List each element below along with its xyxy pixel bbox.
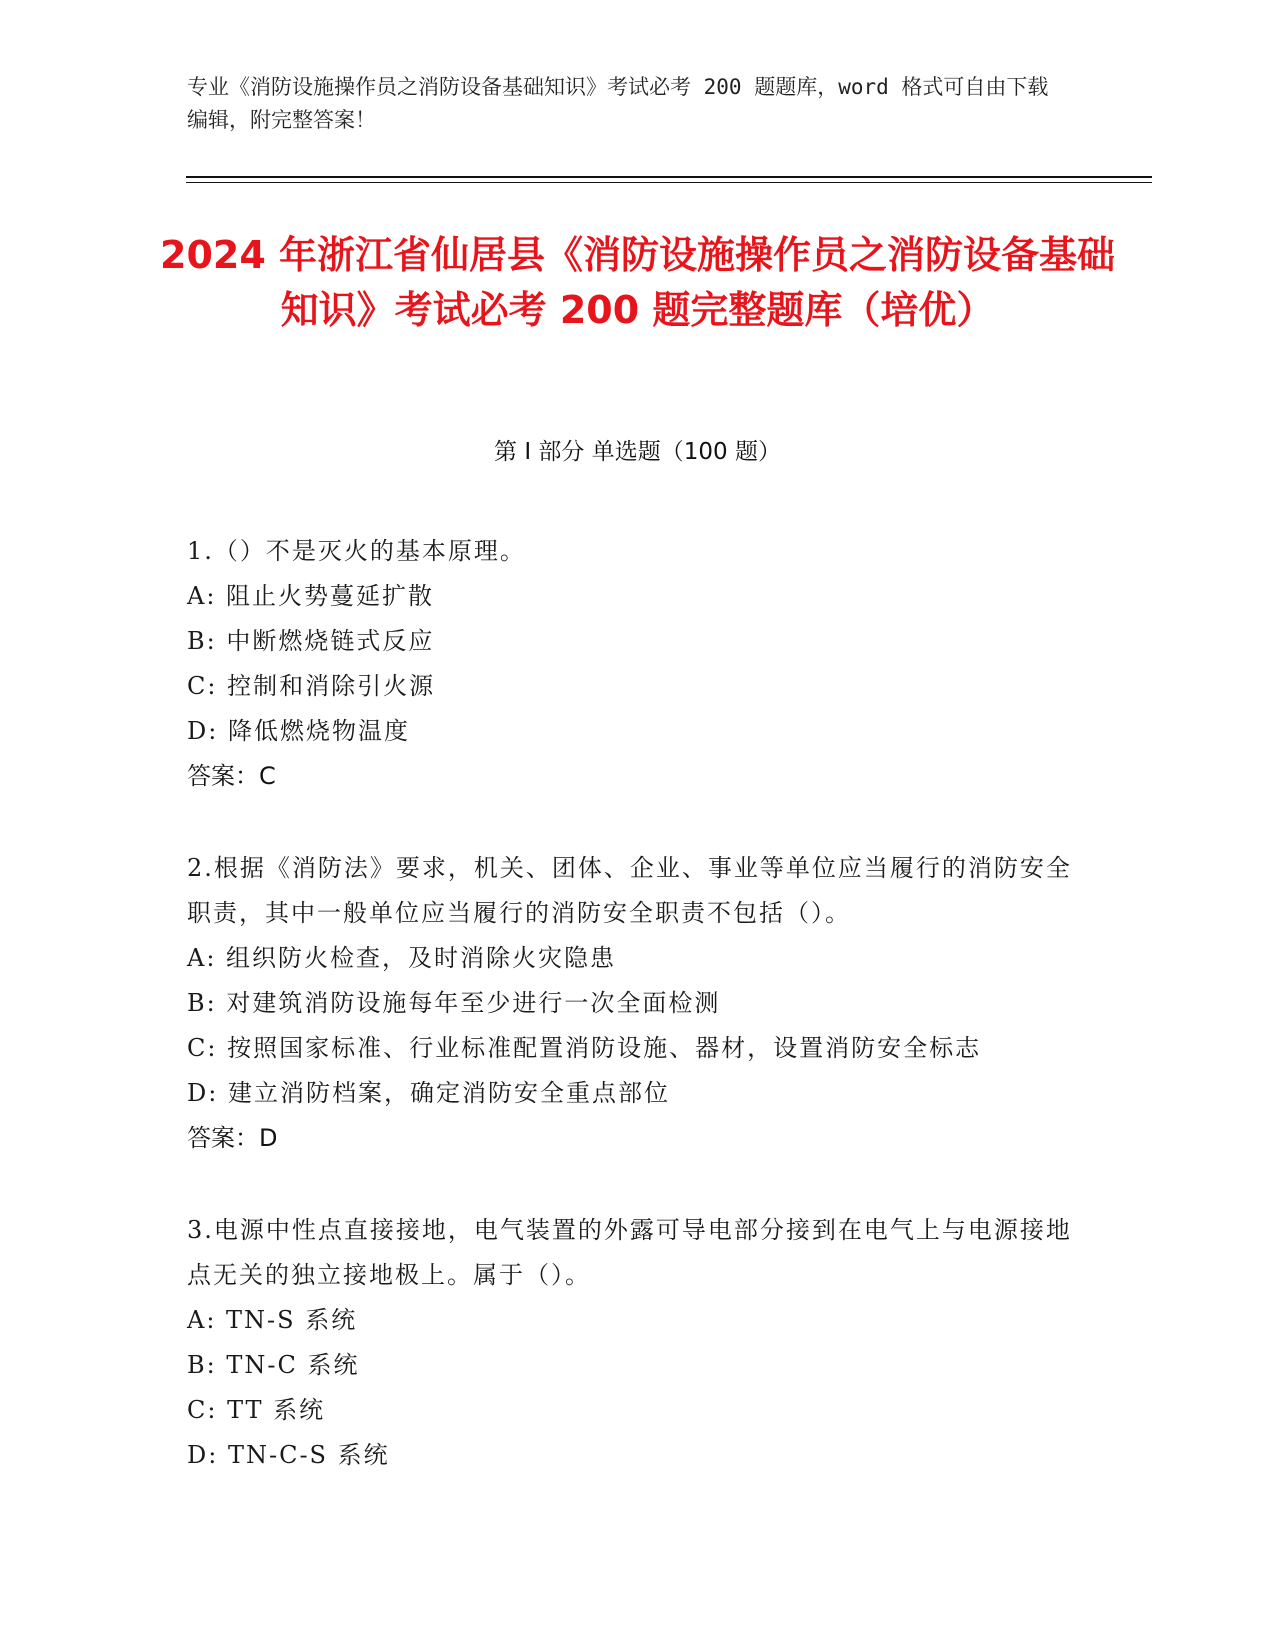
header-note: 专业《消防设施操作员之消防设备基础知识》考试必考 200 题题库，word 格式可自由下载编辑，附完整答案！ [187,75,1049,132]
answer-line: 答案：D [187,1124,278,1152]
option-b: B: 中断燃烧链式反应 [187,627,435,655]
option-b: B: TN-C 系统 [187,1351,360,1379]
option-b: B: 对建筑消防设施每年至少进行一次全面检测 [187,989,721,1017]
option-a: A: 组织防火检查，及时消除火灾隐患 [187,944,617,972]
option-c: C: 控制和消除引火源 [187,672,436,700]
option-d: D: 降低燃烧物温度 [187,717,410,745]
question-list [187,529,1087,1525]
header-divider-thick [186,176,1152,178]
question-2 [187,846,1087,1161]
option-c: C: TT 系统 [187,1396,326,1424]
document-title: 2024 年浙江省仙居县《消防设施操作员之消防设备基础知识》考试必考 200 题完整题库（培优） [160,233,1115,332]
question-stem: 3.电源中性点直接接地，电气装置的外露可导电部分接到在电气上与电源接地点无关的独立接地极上。属于（）。 [187,1216,1072,1289]
option-a: A: 阻止火势蔓延扩散 [187,582,435,610]
answer-line: 答案：C [187,762,276,790]
option-c: C: 按照国家标准、行业标准配置消防设施、器材，设置消防安全标志 [187,1034,982,1062]
question-stem: 2.根据《消防法》要求，机关、团体、企业、事业等单位应当履行的消防安全职责，其中一般单位应当履行的消防安全职责不包括（）。 [187,854,1072,927]
question-1 [187,529,1087,799]
question-stem: 1.（）不是灭火的基本原理。 [187,537,526,565]
question-3 [187,1208,1087,1478]
header-divider-thin [186,182,1152,183]
section-title: 第 I 部分 单选题（100 题） [494,439,781,465]
option-d: D: TN-C-S 系统 [187,1441,390,1469]
option-d: D: 建立消防档案，确定消防安全重点部位 [187,1079,670,1107]
option-a: A: TN-S 系统 [187,1306,358,1334]
